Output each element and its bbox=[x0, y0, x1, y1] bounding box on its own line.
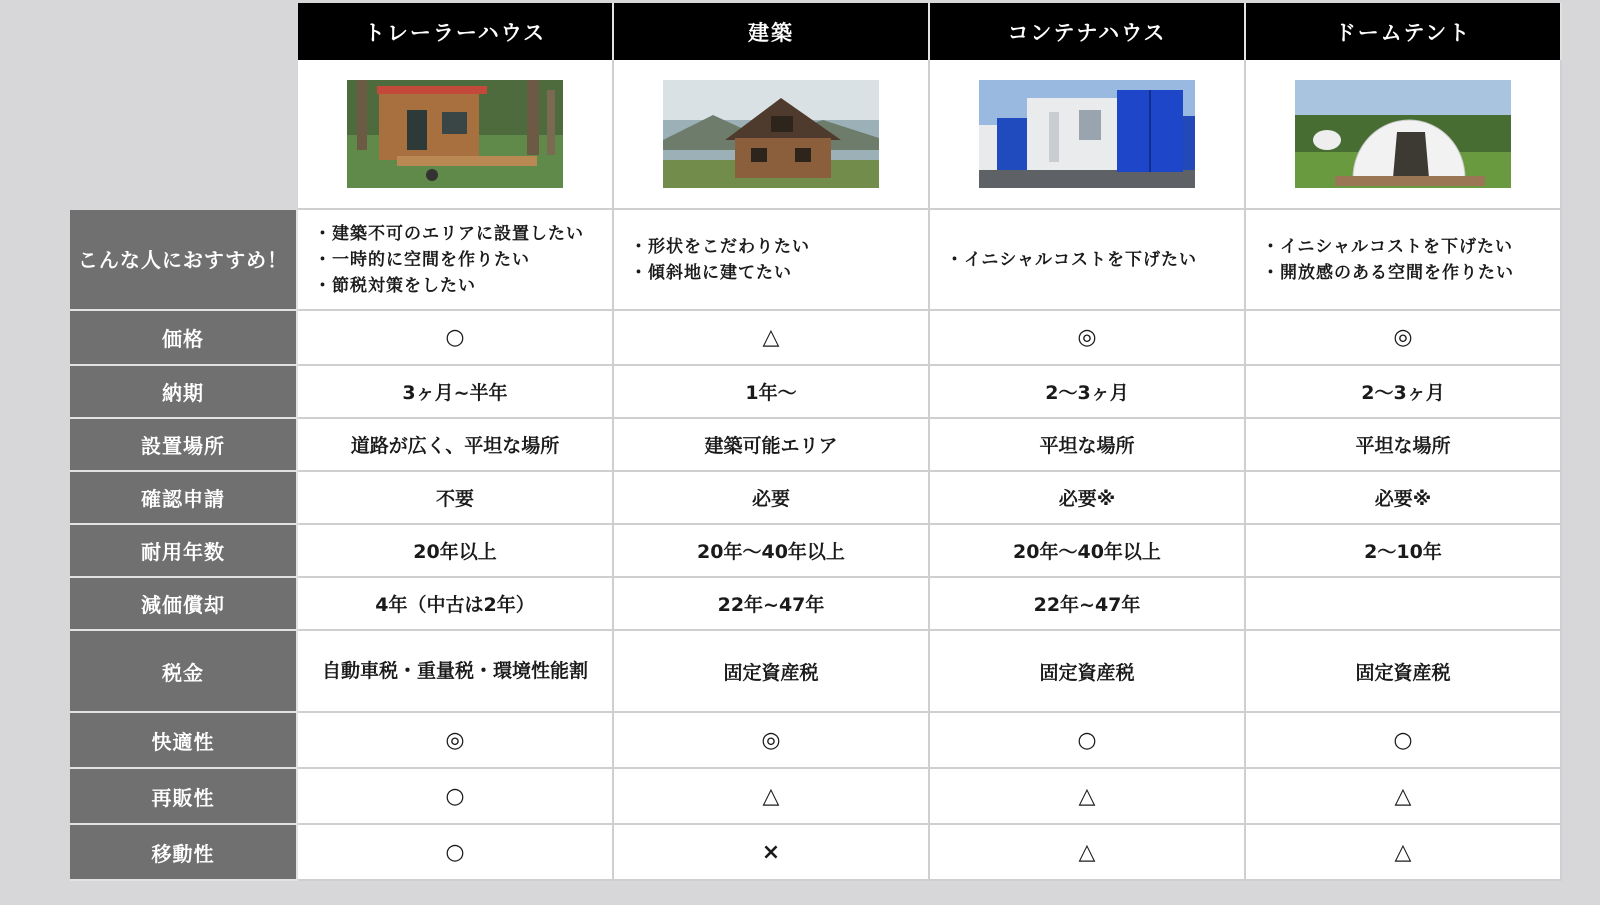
table-cell: ○ bbox=[298, 769, 614, 825]
column-header-trailer-house: トレーラーハウス bbox=[298, 3, 614, 60]
table-cell: △ bbox=[930, 769, 1246, 825]
table-cell: ・イニシャルコストを下げたい ・開放感のある空間を作りたい bbox=[1246, 210, 1562, 311]
table-cell: 3ヶ月~半年 bbox=[298, 366, 614, 419]
table-cell: ・イニシャルコストを下げたい bbox=[930, 210, 1246, 311]
table-cell: ◎ bbox=[930, 311, 1246, 366]
table-row bbox=[70, 525, 1562, 578]
table-row bbox=[70, 366, 1562, 419]
container-house-image bbox=[979, 80, 1195, 188]
row-label-recommended-for: こんな人におすすめ！ bbox=[70, 210, 298, 311]
table-cell: 道路が広く、平坦な場所 bbox=[298, 419, 614, 472]
dome-tent-image bbox=[1295, 80, 1511, 188]
table-cell: △ bbox=[1246, 825, 1562, 881]
table-row bbox=[70, 713, 1562, 769]
table-cell: △ bbox=[614, 311, 930, 366]
table-cell: 20年以上 bbox=[298, 525, 614, 578]
table-cell: ◎ bbox=[614, 713, 930, 769]
table-cell: 20年〜40年以上 bbox=[930, 525, 1246, 578]
table-row bbox=[70, 578, 1562, 631]
table-cell: ○ bbox=[1246, 713, 1562, 769]
trailer-house-image bbox=[347, 80, 563, 188]
building-image bbox=[663, 80, 879, 188]
row-label-mobility: 移動性 bbox=[70, 825, 298, 881]
image-row-corner bbox=[70, 60, 298, 210]
table-cell: 固定資産税 bbox=[614, 631, 930, 713]
table-row bbox=[70, 210, 1562, 311]
row-label-permit: 確認申請 bbox=[70, 472, 298, 525]
table-cell: △ bbox=[614, 769, 930, 825]
row-label-depreciation: 減価償却 bbox=[70, 578, 298, 631]
header-corner bbox=[70, 3, 298, 60]
table-cell: × bbox=[614, 825, 930, 881]
table-cell: 平坦な場所 bbox=[930, 419, 1246, 472]
table-cell: ・建築不可のエリアに設置したい ・一時的に空間を作りたい ・節税対策をしたい bbox=[298, 210, 614, 311]
table-cell: 22年~47年 bbox=[614, 578, 930, 631]
row-label-location: 設置場所 bbox=[70, 419, 298, 472]
table-cell: ・形状をこだわりたい ・傾斜地に建てたい bbox=[614, 210, 930, 311]
table-row bbox=[70, 472, 1562, 525]
table-cell: 平坦な場所 bbox=[1246, 419, 1562, 472]
row-label-comfort: 快適性 bbox=[70, 713, 298, 769]
table-row bbox=[70, 311, 1562, 366]
table-cell: ○ bbox=[298, 825, 614, 881]
column-header-dome-tent: ドームテント bbox=[1246, 3, 1562, 60]
row-label-delivery: 納期 bbox=[70, 366, 298, 419]
table-cell: 4年（中古は2年） bbox=[298, 578, 614, 631]
table-cell: △ bbox=[930, 825, 1246, 881]
row-label-price: 価格 bbox=[70, 311, 298, 366]
table-cell: △ bbox=[1246, 769, 1562, 825]
table-cell: 1年〜 bbox=[614, 366, 930, 419]
table-cell: 固定資産税 bbox=[930, 631, 1246, 713]
row-label-useful-life: 耐用年数 bbox=[70, 525, 298, 578]
table-cell: 20年〜40年以上 bbox=[614, 525, 930, 578]
table-cell: 2〜3ヶ月 bbox=[1246, 366, 1562, 419]
table-cell: 自動車税・重量税・環境性能割 bbox=[298, 631, 614, 713]
row-label-tax: 税金 bbox=[70, 631, 298, 713]
image-cell bbox=[1246, 60, 1562, 210]
table-row bbox=[70, 631, 1562, 713]
table-cell: 2〜3ヶ月 bbox=[930, 366, 1246, 419]
table-row bbox=[70, 769, 1562, 825]
table-cell: ○ bbox=[298, 311, 614, 366]
image-cell bbox=[614, 60, 930, 210]
table-row bbox=[70, 419, 1562, 472]
image-cell bbox=[298, 60, 614, 210]
table-cell: ◎ bbox=[1246, 311, 1562, 366]
column-header-container-house: コンテナハウス bbox=[930, 3, 1246, 60]
table-cell: 固定資産税 bbox=[1246, 631, 1562, 713]
table-cell: 2〜10年 bbox=[1246, 525, 1562, 578]
table-cell bbox=[1246, 578, 1562, 631]
comparison-table bbox=[70, 3, 1562, 881]
table-row bbox=[70, 825, 1562, 881]
table-cell: 必要 bbox=[614, 472, 930, 525]
header-row bbox=[70, 3, 1562, 60]
table-cell: 必要※ bbox=[1246, 472, 1562, 525]
table-cell: 不要 bbox=[298, 472, 614, 525]
row-label-resale: 再販性 bbox=[70, 769, 298, 825]
table-cell: ◎ bbox=[298, 713, 614, 769]
table-cell: 建築可能エリア bbox=[614, 419, 930, 472]
image-row bbox=[70, 60, 1562, 210]
image-cell bbox=[930, 60, 1246, 210]
table-cell: 22年~47年 bbox=[930, 578, 1246, 631]
column-header-building: 建築 bbox=[614, 3, 930, 60]
table-cell: ○ bbox=[930, 713, 1246, 769]
table-cell: 必要※ bbox=[930, 472, 1246, 525]
